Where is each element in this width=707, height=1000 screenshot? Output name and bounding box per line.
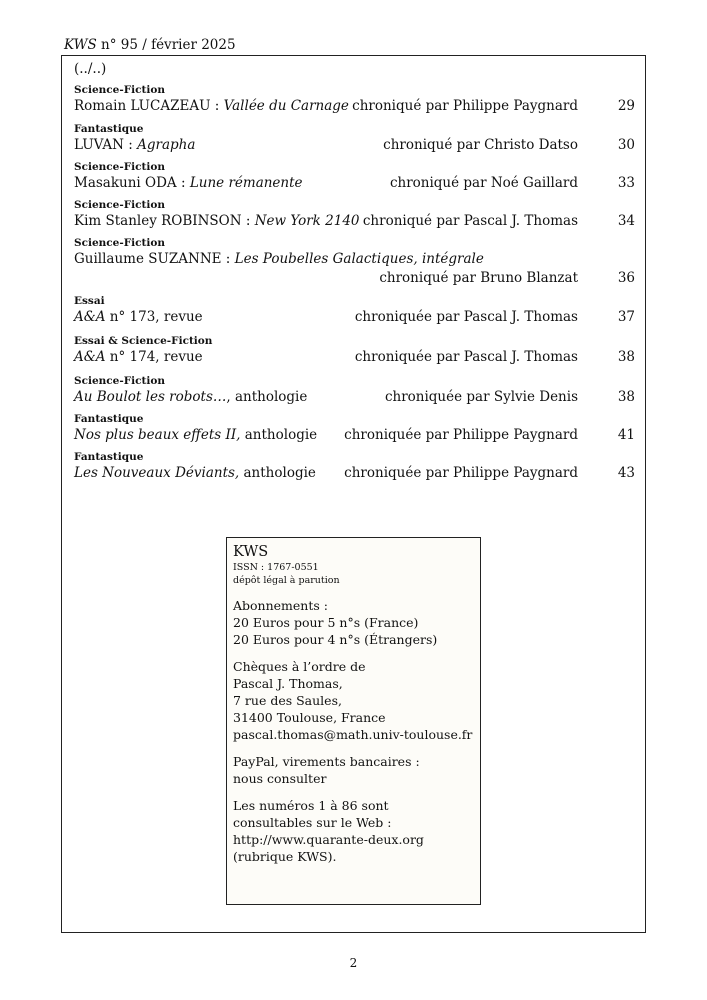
- legal-deposit: dépôt légal à parution: [233, 575, 340, 586]
- entry-genre: Essai: [74, 295, 105, 307]
- toc-entry: [74, 123, 635, 155]
- entry-title-line: [74, 250, 484, 269]
- continuation-mark: (../..): [74, 61, 107, 77]
- entry-credit: chroniquée par Philippe Paygnard: [344, 427, 578, 443]
- entry-author: Masakuni ODA :: [74, 175, 190, 191]
- entry-genre: Fantastique: [74, 413, 144, 425]
- toc-entry: [74, 375, 635, 407]
- entry-suffix: anthologie: [239, 465, 316, 481]
- entry-title: Nos plus beaux effets II,: [74, 427, 241, 443]
- entry-title-line: [74, 348, 203, 367]
- box-title: KWS: [233, 544, 269, 560]
- entry-credit: chroniqué par Christo Datso: [383, 137, 578, 153]
- entry-title-line: [74, 136, 195, 155]
- web-line-2: consultables sur le Web :: [233, 815, 392, 830]
- cheques-street: 7 rue des Saules,: [233, 693, 342, 708]
- entry-page: 43: [617, 465, 635, 481]
- entry-credit: chroniqué par Pascal J. Thomas: [362, 213, 578, 229]
- entry-page: 34: [617, 213, 635, 229]
- entry-title-line: [74, 308, 203, 327]
- entry-credit: chroniquée par Sylvie Denis: [384, 389, 578, 405]
- paypal-line: PayPal, virements bancaires :: [233, 754, 420, 769]
- toc-entry: [74, 451, 635, 483]
- paypal-contact: nous consulter: [233, 771, 327, 786]
- entry-title: Les Poubelles Galactiques, intégrale: [234, 251, 484, 267]
- entry-credit: chroniquée par Philippe Paygnard: [344, 465, 578, 481]
- subscription-france: 20 Euros pour 5 n°s (France): [233, 615, 419, 630]
- cheques-city: 31400 Toulouse, France: [233, 710, 386, 725]
- entry-credit: chroniqué par Bruno Blanzat: [379, 270, 578, 286]
- entry-genre: Science-Fiction: [74, 161, 166, 173]
- web-line-3: (rubrique KWS).: [233, 849, 337, 864]
- entry-title: Les Nouveaux Déviants,: [74, 465, 240, 481]
- entry-title: Au Boulot les robots…: [74, 389, 227, 405]
- entry-title-line: [74, 464, 316, 483]
- entry-title: New York 2140: [254, 213, 360, 229]
- entry-page: 38: [617, 389, 635, 405]
- entry-title-line: [74, 426, 317, 445]
- page-number: 2: [349, 956, 358, 970]
- entry-genre: Science-Fiction: [74, 84, 166, 96]
- cheques-name: Pascal J. Thomas,: [233, 676, 343, 691]
- entry-author: Romain LUCAZEAU :: [74, 98, 224, 114]
- entry-page: 37: [617, 309, 635, 325]
- entry-suffix: anthologie: [240, 427, 318, 443]
- entry-credit: chroniquée par Pascal J. Thomas: [354, 349, 578, 365]
- entry-page: 38: [617, 349, 635, 365]
- entry-title: A&A: [74, 349, 106, 365]
- toc-entry: [74, 237, 635, 288]
- issue-info: n° 95 / février 2025: [101, 37, 236, 53]
- entry-title-line: [74, 174, 303, 193]
- entry-title: Lune rémanente: [189, 175, 303, 191]
- contact-email: pascal.thomas@math.univ-toulouse.fr: [233, 727, 473, 742]
- entry-credit: chroniqué par Philippe Paygnard: [352, 98, 578, 114]
- entry-suffix: n° 173, revue: [105, 309, 203, 325]
- entry-credit: chroniqué par Noé Gaillard: [389, 175, 578, 191]
- entry-title: A&A: [74, 309, 106, 325]
- entry-genre: Fantastique: [74, 123, 144, 135]
- entry-title-line: [74, 97, 349, 116]
- entry-title: Agrapha: [137, 137, 196, 153]
- web-line-1: Les numéros 1 à 86 sont: [233, 798, 389, 813]
- issn: ISSN : 1767-0551: [233, 562, 319, 573]
- entry-author: LUVAN :: [74, 137, 138, 153]
- web-url: http://www.quarante-deux.org: [233, 832, 424, 847]
- entry-genre: Science-Fiction: [74, 199, 166, 211]
- entry-suffix: n° 174, revue: [105, 349, 203, 365]
- entry-genre: Science-Fiction: [74, 375, 166, 387]
- toc-entry: [74, 295, 635, 327]
- entry-author: Kim Stanley ROBINSON :: [74, 213, 255, 229]
- subscription-abroad: 20 Euros pour 4 n°s (Étrangers): [233, 632, 438, 647]
- entry-title-line: [74, 388, 307, 407]
- entry-title: Vallée du Carnage: [223, 98, 349, 114]
- entry-page: 41: [617, 427, 635, 443]
- toc-entry: [74, 413, 635, 445]
- entry-author: Guillaume SUZANNE :: [74, 251, 235, 267]
- entry-genre: Science-Fiction: [74, 237, 166, 249]
- entry-genre: Fantastique: [74, 451, 144, 463]
- toc-entry: [74, 335, 635, 367]
- toc-entry: [74, 161, 635, 193]
- entry-page: 36: [617, 270, 635, 286]
- entry-genre: Essai & Science-Fiction: [74, 335, 213, 347]
- toc-entry: [74, 84, 635, 116]
- publication-info-box: [226, 537, 481, 905]
- running-header: [64, 37, 236, 53]
- entry-credit: chroniquée par Pascal J. Thomas: [354, 309, 578, 325]
- toc-entry: [74, 199, 635, 231]
- entry-page: 30: [617, 137, 635, 153]
- entry-suffix: , anthologie: [226, 389, 308, 405]
- cheques-line: Chèques à l’ordre de: [233, 659, 366, 674]
- entry-title-line: [74, 212, 360, 231]
- entry-page: 33: [617, 175, 635, 191]
- subscriptions-title: Abonnements :: [233, 598, 328, 613]
- entry-page: 29: [617, 98, 635, 114]
- journal-name: KWS: [64, 37, 97, 53]
